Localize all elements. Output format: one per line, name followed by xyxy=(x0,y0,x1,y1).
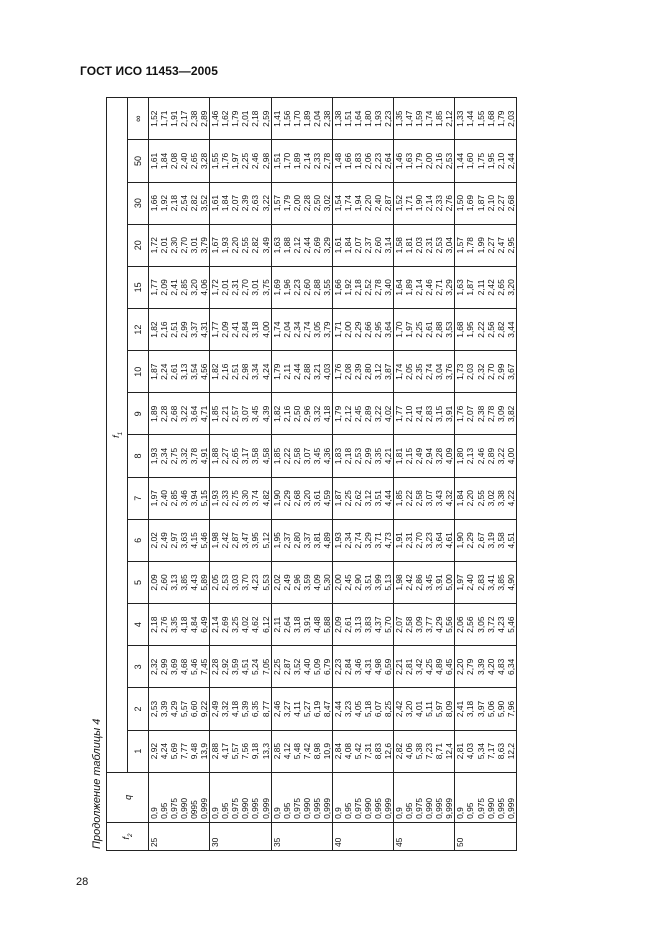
f2-value: 35 xyxy=(271,822,332,850)
f2-value: 50 xyxy=(455,822,516,850)
table-cell-values: 1,64 1,89 2,14 2,46 2,71 3,29 xyxy=(394,266,455,308)
q-values: 0,9 0,95 0,975 0,990 0,995 0,999 xyxy=(332,772,393,822)
col-header-f1-value: 1 xyxy=(128,730,149,772)
table-cell-values: 1,84 2,20 2,55 3,02 3,38 4,22 xyxy=(455,477,516,519)
table-cell-values: 1,61 1,84 2,07 2,37 2,60 3,14 xyxy=(332,224,393,266)
f2-value: 30 xyxy=(210,822,271,850)
table-row-block xyxy=(271,98,332,851)
table-cell-values: 1,76 2,07 2,38 2,78 3,09 3,82 xyxy=(455,393,516,435)
table-cell-values: 1,69 1,96 2,23 2,60 2,88 3,55 xyxy=(271,266,332,308)
table-cell-values: 1,74 2,05 2,35 2,74 3,04 3,76 xyxy=(394,351,455,393)
table-cell-values: 1,73 2,03 2,32 2,70 2,99 3,67 xyxy=(455,351,516,393)
q-values: 0,9 0,95 0,975 0,990 0,995 0,999 xyxy=(210,772,271,822)
q-values: 0,9 0,95 0,975 0,990 0,995 0,999 xyxy=(271,772,332,822)
header-row-f1-values xyxy=(128,98,149,851)
table-cell-values: 1,66 1,92 2,18 2,52 2,78 3,40 xyxy=(332,266,393,308)
table-cell-values: 1,72 2,01 2,30 2,70 3,01 3,79 xyxy=(149,224,210,266)
table-cell-values: 2,06 2,56 3,05 3,72 4,23 5,46 xyxy=(455,604,516,646)
table-cell-values: 2,18 2,76 3,35 4,18 4,84 6,49 xyxy=(149,604,210,646)
table-cell-values: 1,93 2,34 2,74 3,29 3,71 4,73 xyxy=(332,519,393,561)
q-values: 0,9 0,95 0,975 0,990 0995 0,999 xyxy=(149,772,210,822)
col-header-f1-value: 2 xyxy=(128,688,149,730)
table-cell-values: 1,91 2,31 2,70 3,23 3,64 4,61 xyxy=(394,519,455,561)
table-cell-values: 1,54 1,74 1,94 2,20 2,40 2,87 xyxy=(332,182,393,224)
f2-value: 25 xyxy=(149,822,210,850)
table-cell-values: 1,82 2,16 2,51 2,98 3,34 4,24 xyxy=(210,351,271,393)
table-cell-values: 1,58 1,81 2,03 2,31 2,53 3,04 xyxy=(394,224,455,266)
table-cell-values: 2,07 2,58 3,09 3,77 4,29 5,56 xyxy=(394,604,455,646)
table-cell-values: 1,95 2,37 2,80 3,37 3,81 4,89 xyxy=(271,519,332,561)
table-cell-values: 1,61 1,84 2,08 2,40 2,65 3,28 xyxy=(149,140,210,182)
table-cell-values: 1,98 2,42 2,87 3,47 3,95 5,12 xyxy=(210,519,271,561)
table-cell-values: 1,70 1,97 2,25 2,61 2,88 3,53 xyxy=(394,308,455,350)
table-cell-values: 2,32 2,99 3,69 4,68 5,46 7,45 xyxy=(149,646,210,688)
table-cell-values: 1,97 2,40 2,85 3,46 3,94 5,15 xyxy=(149,477,210,519)
table-row-block xyxy=(149,98,210,851)
table-cell-values: 1,85 2,21 2,57 3,07 3,45 4,39 xyxy=(210,393,271,435)
table-cell-values: 1,82 2,16 2,50 2,96 3,32 4,18 xyxy=(271,393,332,435)
table-cell-values: 2,85 4,12 5,48 7,42 8,98 10,9 xyxy=(271,730,332,772)
col-header-f1-value: 6 xyxy=(128,519,149,561)
col-header-f1-value: 10 xyxy=(128,351,149,393)
table-row-block xyxy=(394,98,455,851)
table-cell-values: 2,44 3,23 4,05 5,18 6,07 8,25 xyxy=(332,688,393,730)
table-cell-values: 1,71 2,00 2,29 2,66 2,95 3,64 xyxy=(332,308,393,350)
table-cell-values: 1,80 2,13 2,46 2,89 3,22 4,00 xyxy=(455,435,516,477)
f2-value: 40 xyxy=(332,822,393,850)
page-number: 28 xyxy=(76,876,89,888)
table-cell-values: 2,05 2,53 3,03 3,70 4,23 5,53 xyxy=(210,561,271,603)
col-header-f1-value: ∞ xyxy=(128,98,149,140)
table-cell-values: 1,88 2,27 2,65 3,17 3,58 4,58 xyxy=(210,435,271,477)
table-cell-values: 1,68 1,95 2,22 2,56 2,82 3,44 xyxy=(455,308,516,350)
table-cell-values: 2,09 2,61 3,13 3,83 4,37 5,70 xyxy=(332,604,393,646)
table-cell-values: 2,81 4,03 5,34 7,17 8,63 12,2 xyxy=(455,730,516,772)
table-cell-values: 1,90 2,29 2,67 3,19 3,58 4,51 xyxy=(455,519,516,561)
table-cell-values: 1,67 1,93 2,20 2,55 2,82 3,49 xyxy=(210,224,271,266)
table-cell-values: 1,81 2,15 2,49 2,94 3,28 4,09 xyxy=(394,435,455,477)
table-cell-values: 2,25 2,87 3,52 4,40 5,09 6,79 xyxy=(271,646,332,688)
table-cell-values: 1,87 2,24 2,61 3,13 3,54 4,56 xyxy=(149,351,210,393)
table-cell-values: 2,42 3,20 4,01 5,11 5,97 8,09 xyxy=(394,688,455,730)
q-values: 0,9 0,95 0,975 0,990 0,995 9,999 xyxy=(394,772,455,822)
table-cell-values: 2,00 2,45 2,90 3,51 3,99 5,13 xyxy=(332,561,393,603)
table-cell-values: 2,46 3,27 4,11 5,27 6,19 8,47 xyxy=(271,688,332,730)
table-cell-values: 2,14 2,69 3,25 4,02 4,62 6,12 xyxy=(210,604,271,646)
table-cell-values: 1,90 2,29 2,68 3,20 3,61 4,59 xyxy=(271,477,332,519)
table-cell-values: 1,61 1,84 2,07 2,39 2,63 3,22 xyxy=(210,182,271,224)
q-values: 0,9 0,95 0,975 0,990 0,995 0,999 xyxy=(455,772,516,822)
table-cell-values: 1,33 1,44 1,55 1,68 1,79 2,03 xyxy=(455,98,516,140)
table-cell-values: 1,82 2,16 2,51 2,99 3,37 4,31 xyxy=(149,308,210,350)
table-row-block xyxy=(332,98,393,851)
table-cell-values: 1,74 2,04 2,34 2,74 3,05 3,79 xyxy=(271,308,332,350)
col-header-f1-value: 12 xyxy=(128,308,149,350)
table-cell-values: 2,21 2,81 3,42 4,25 4,89 6,45 xyxy=(394,646,455,688)
table-cell-values: 1,77 2,10 2,41 2,83 3,15 3,91 xyxy=(394,393,455,435)
col-header-f1-value: 15 xyxy=(128,266,149,308)
col-header-f1-value: 4 xyxy=(128,604,149,646)
table-cell-values: 1,77 2,09 2,41 2,84 3,18 4,00 xyxy=(210,308,271,350)
table-cell-values: 1,98 2,42 2,86 3,45 3,91 5,00 xyxy=(394,561,455,603)
table-cell-values: 1,50 1,69 1,87 2,10 2,27 2,68 xyxy=(455,182,516,224)
table-cell-values: 2,41 3,18 3,97 5,06 5,90 7,96 xyxy=(455,688,516,730)
table-cell-values: 1,83 2,18 2,53 2,99 3,35 4,21 xyxy=(332,435,393,477)
table-cell-values: 1,52 1,71 1,90 2,14 2,33 2,76 xyxy=(394,182,455,224)
table-cell-values: 2,84 4,08 5,42 7,31 8,83 12,6 xyxy=(332,730,393,772)
table-cell-values: 1,46 1,62 1,79 2,01 2,18 2,59 xyxy=(210,98,271,140)
table-cell-values: 1,72 2,01 2,31 2,70 3,01 3,75 xyxy=(210,266,271,308)
table-cell-values: 1,79 2,12 2,45 2,89 3,22 4,02 xyxy=(332,393,393,435)
table-cell-values: 1,41 1,56 1,70 1,89 2,04 2,38 xyxy=(271,98,332,140)
table-cell-values: 1,89 2,28 2,68 3,22 3,64 4,71 xyxy=(149,393,210,435)
col-header-f1-value: 8 xyxy=(128,435,149,477)
table-row-block xyxy=(455,98,516,851)
table-cell-values: 1,38 1,51 1,64 1,80 1,93 2,23 xyxy=(332,98,393,140)
table-cell-values: 2,92 4,24 5,69 7,77 9,48 13,9 xyxy=(149,730,210,772)
f2-value: 45 xyxy=(394,822,455,850)
table-cell-values: 1,57 1,79 2,00 2,28 2,50 3,02 xyxy=(271,182,332,224)
col-header-f1-value: 3 xyxy=(128,646,149,688)
table-cell-values: 1,79 2,11 2,44 2,88 3,21 4,03 xyxy=(271,351,332,393)
table-caption: Продолжение таблицы 4 xyxy=(91,718,103,849)
table-cell-values: 2,20 2,79 3,39 4,20 4,83 6,34 xyxy=(455,646,516,688)
table-row-block xyxy=(210,98,271,851)
rotated-table-content xyxy=(88,95,578,851)
table-cell-values: 1,93 2,33 2,75 3,30 3,74 4,82 xyxy=(210,477,271,519)
table-cell-values: 2,09 2,60 3,13 3,85 4,43 5,89 xyxy=(149,561,210,603)
col-header-f2: $f_2$ xyxy=(107,822,149,850)
table-cell-values: 1,87 2,25 2,62 3,12 3,51 4,44 xyxy=(332,477,393,519)
table-cell-values: 2,88 4,17 5,57 7,56 9,18 13,3 xyxy=(210,730,271,772)
table-cell-values: 1,57 1,78 1,99 2,27 2,47 2,95 xyxy=(455,224,516,266)
table-cell-values: 1,48 1,66 1,83 2,06 2,23 2,64 xyxy=(332,140,393,182)
table-cell-values: 1,85 2,22 2,58 3,07 3,45 4,36 xyxy=(271,435,332,477)
f-distribution-table xyxy=(106,97,517,851)
col-group-header-f1: $f_1$ xyxy=(107,98,128,773)
table-cell-values: 2,49 3,32 4,18 5,39 6,35 8,77 xyxy=(210,688,271,730)
table-cell-values: 1,46 1,63 1,79 2,00 2,16 2,53 xyxy=(394,140,455,182)
table-cell-values: 2,02 2,49 2,96 3,59 4,09 5,30 xyxy=(271,561,332,603)
page-header: ГОСТ ИСО 11453—2005 xyxy=(80,64,218,78)
col-header-f1-value: 20 xyxy=(128,224,149,266)
table-cell-values: 2,53 3,39 4,29 5,57 6,60 9,22 xyxy=(149,688,210,730)
table-cell-values: 1,63 1,88 2,12 2,44 2,69 3,29 xyxy=(271,224,332,266)
rotated-table-area xyxy=(88,95,578,851)
table-cell-values: 1,85 2,22 2,58 3,07 3,43 4,32 xyxy=(394,477,455,519)
table-cell-values: 1,44 1,60 1,75 1,95 2,10 2,44 xyxy=(455,140,516,182)
table-cell-values: 2,23 2,84 3,46 4,31 4,98 6,59 xyxy=(332,646,393,688)
table-cell-values: 1,63 1,87 2,11 2,42 2,65 3,20 xyxy=(455,266,516,308)
table-cell-values: 1,51 1,70 1,89 2,14 2,33 2,78 xyxy=(271,140,332,182)
table-cell-values: 1,52 1,71 1,91 2,17 2,38 2,89 xyxy=(149,98,210,140)
table-cell-values: 2,11 2,64 3,18 3,91 4,48 5,88 xyxy=(271,604,332,646)
col-header-f1-value: 30 xyxy=(128,182,149,224)
col-header-q: q xyxy=(107,772,149,822)
table-cell-values: 1,35 1,47 1,59 1,74 1,85 2,12 xyxy=(394,98,455,140)
table-cell-values: 1,97 2,40 2,83 3,41 3,85 4,90 xyxy=(455,561,516,603)
col-header-f1-value: 7 xyxy=(128,477,149,519)
col-header-f1-value: 9 xyxy=(128,393,149,435)
header-row-f1 xyxy=(107,98,128,851)
col-header-f1-value: 5 xyxy=(128,561,149,603)
col-header-f1-value: 50 xyxy=(128,140,149,182)
table-cell-values: 2,82 4,06 5,38 7,23 8,71 12,4 xyxy=(394,730,455,772)
table-cell-values: 2,02 2,49 2,97 3,63 4,15 5,46 xyxy=(149,519,210,561)
table-cell-values: 1,76 2,08 2,39 2,80 3,12 3,87 xyxy=(332,351,393,393)
table-cell-values: 1,77 2,09 2,41 2,85 3,20 4,06 xyxy=(149,266,210,308)
table-cell-values: 1,55 1,76 1,97 2,25 2,46 2,98 xyxy=(210,140,271,182)
table-cell-values: 1,66 1,92 2,18 2,54 2,82 3,52 xyxy=(149,182,210,224)
table-cell-values: 2,28 2,92 3,59 4,51 5,24 7,05 xyxy=(210,646,271,688)
table-cell-values: 1,93 2,34 2,75 3,32 3,78 4,91 xyxy=(149,435,210,477)
